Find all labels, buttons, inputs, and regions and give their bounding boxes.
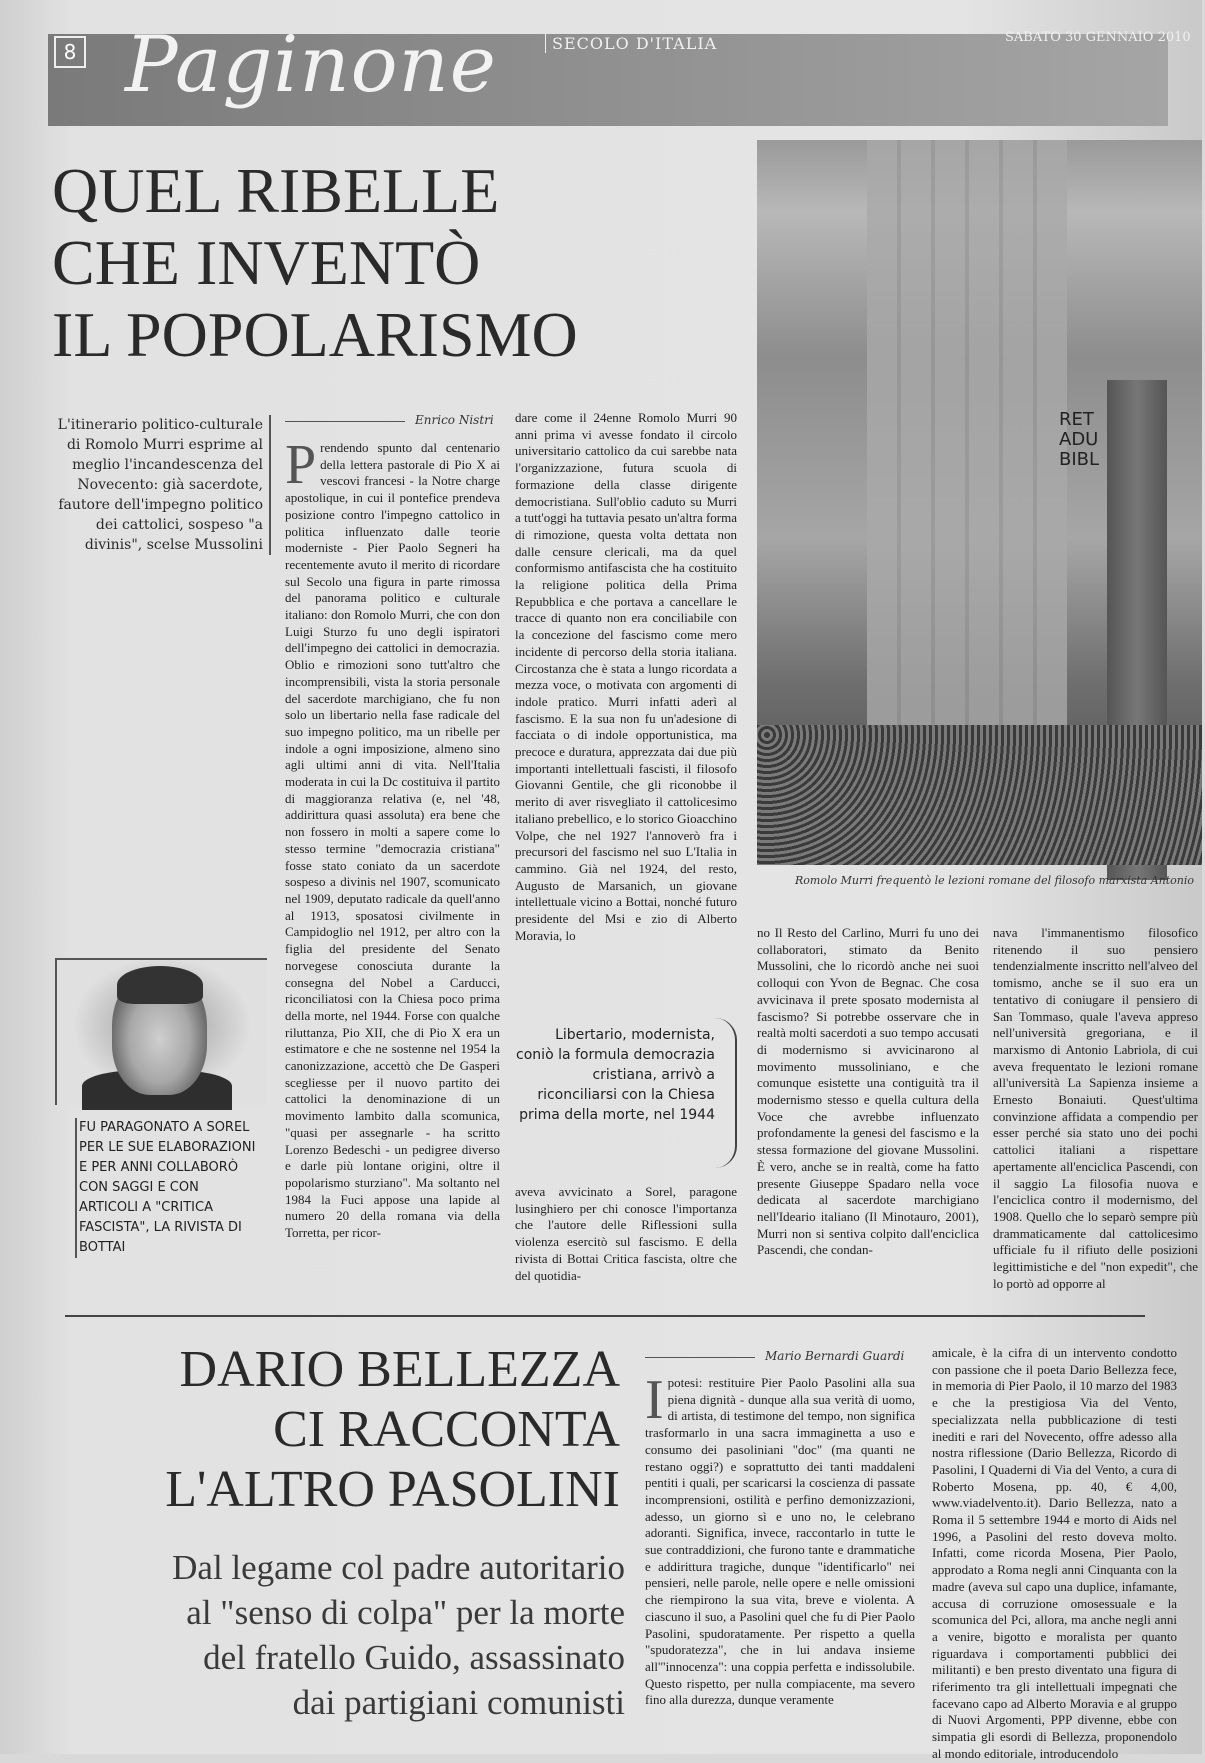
subtitle-line: Dal legame col padre autoritario: [172, 1548, 625, 1587]
article1-column-1: [285, 434, 500, 1265]
headline-line: L'ALTRO PASOLINI: [165, 1461, 620, 1518]
article2-byline: Mario Bernardi Guardi: [765, 1349, 905, 1363]
column-text: potesi: restituire Pier Paolo Pasolini alla sua piena dignità - dunque alla sua verità di uomo, di artista, di testimone del tempo, non significa trasformarlo in una sacra immaginetta a uso e consumo dei pasoliniani "doc" (ma quanti ne restano oggi?) e soprattutto dei tanti maddaleni pentiti i quali, per scaricarsi la coscienza di passate incomprensioni, ostilità e perfino demonizzazioni, adesso, un giorno sì e uno no, le celebrano adoranti. Significa, invece, raccontarlo in tutte le sue contraddizioni, che furono tante e drammatiche e addirittura tragiche, dunque "identificarlo" nei pensieri, nelle parole, nelle opere e nelle omissioni che riempirono la sua vita, breve e violenta. A ciascuno il suo, a Pasolini quel che fu di Pier Paolo Pasolini, spudoratamente. Per rispetto a quella "spudoratezza", che in lui andava insieme all'"innocenza": una coppia perfetta e indissolubile. Questo rispetto, per nulla compiacente, ma severo fino alla durezza, dunque veramente: [645, 1375, 915, 1708]
article1-headline: [52, 155, 752, 371]
column-text: rendendo spunto dal centenario della lettera pastorale di Pio X ai vescovi francesi - la Notre charge apostolique, in cui il pontefice prendeva posizione contro l'impegno cattolico in politica influenzato dalle teorie moderniste - Pier Paolo Segneri ha recentemente avuto il merito di ricordare sul Secolo una figura in parte rimossa del panorama politico e culturale italiano: don Romolo Murri, che con don Luigi Sturzo fu uno degli ispiratori dell'impegno dei cattolici in democrazia. Oblio e rimozioni sono tutt'altro che incomprensibili, vista la storia personale del sacerdote marchigiano, che fu non solo un libertario nella fase radicale del suo impegno politico, ma un ribelle per indole a ogni imposizione, almeno sino agli ultimi anni di vita. Nell'Italia moderata in cui la Dc costituiva il partito di maggioranza relativa (e, nel '48, addirittura quasi assoluta) era bene che non fossero in molti a sapere come lo stesso termine "democrazia cristiana" fosse stato coniato da un sacerdote sospeso a divinis nel 1907, scomunicato nel 1909, deputato radicale da quell'anno al 1913, sposatosi civilmente in Campidoglio nel 1912, per altro con la figlia del presidente del Senato norvegese conosciuta durante la consegna del Nobel a Carducci, riconciliatosi con la Chiesa poco prima della morte, nel 1944. Forse con qualche riluttanza, Pio XII, che di Pio X era un estimatore e che ne sostenne nel 1954 la canonizzazione, accettò che De Gasperi scegliesse per il nuovo partito dei cattolici la denominazione di un movimento lambito dalla scomunica, "quasi per assegnarle - ha scritto Lorenzo Bedeschi - un pedigree diverso e darle più lontane origini, oltre il popolarismo sturziano". Ma soltanto nel 1984 la Fuci appose una lapide al numero 20 della romana via della Torretta, per ricor-: [285, 440, 500, 1241]
column-text: amicale, è la cifra di un intervento condotto con passione che il poeta Dario Bellezza fece, in memoria di Pier Paolo, il 10 marzo del 1983 e che la prestigiosa Via del Vento, specializzata nella pubblicazione di testi inediti e rari del Novecento, offre adesso alla nostra riflessione (Dario Bellezza, Ricordo di Pasolini, I Quaderni di Via del Vento, a cura di Roberto Mosena, pp. 40, € 4,00, www.viadelvento.it). Dario Bellezza, nato a Roma il 5 settembre 1944 e morto di Aids nel 1996, a Pasolini del resto doveva molto. Infatti, come ricorda Mosena, Pier Paolo, approdato a Roma negli anni Cinquanta con la madre (aveva sul capo una duplice, infamante, accusa di corruzione omosessuale e la scomunica del Pci, allora, ma anche negli anni a venire, bigotto e moralista per quanto riguardava i comportamenti pubblici dei militanti) e ben presto diventato una figura di riferimento tra gli intellettuali impegnati che facevano capo ad Alberto Moravia e al gruppo di Nuovi Argomenti, PPP divenne, ebbe con simpatia gli esordi di Bellezza, proponendolo al mondo editoriale, introducendolo: [932, 1345, 1177, 1761]
newspaper-name: SECOLO D'ITALIA: [545, 34, 717, 53]
article2-column-2: [932, 1345, 1177, 1761]
article1-intro: L'itinerario politico-culturale di Romolo Murri esprime al meglio l'incandescenza del Novecento: già sacerdote, fautore dell'impegno politico dei cattolici, sospeso "a divinis", scelse Mussolini: [48, 415, 271, 555]
article2-headline: [60, 1340, 620, 1520]
column-text: no Il Resto del Carlino, Murri fu uno dei collaboratori, stimato da Benito Mussolini, che lo ricordò anche nei suoi colloqui con Yvon de Begnac. Che cosa avvicinava il prete sposato modernista al fascismo? Si potrebbe osservare che in realtà molti sacerdoti a suo tempo accusati di modernismo si avvicinarono al movimento mussoliniano, e che comunque esistette una contiguità tra il modernismo stesso e quella cultura della Voce che avrebbe influenzato profondamente la genesi del fascismo e la stessa formazione del giovane Mussolini. È vero, anche se in realtà, come ha fatto presente Giuseppe Spadaro nella voce dedicata al sacerdote marchigiano nell'Ideario italiano (Il Minotauro, 2001), Murri non si sentiva colpito dall'enciclica Pascendi, che condan-: [757, 925, 979, 1258]
portrait-caption: FU PARAGONATO A SOREL PER LE SUE ELABORAZIONI E PER ANNI COLLABORÒ CON SAGGI E CON ARTICOLI A "CRITICA FASCISTA", LA RIVISTA DI BOTTAI: [75, 1118, 259, 1258]
headline-line: CI RACCONTA: [273, 1401, 620, 1458]
article1-byline: Enrico Nistri: [415, 413, 494, 427]
column-text: nava l'immanentismo filosofico ritenendo il suo pensiero tendenzialmente inscritto nell'alveo del tomismo, anche se il suo era un tentativo di coniugare il pensiero di San Tommaso, quale l'aveva appreso nell'università gregoriana, e il marxismo di Antonio Labriola, di cui aveva frequentato le lezioni romane all'università La Sapienza insieme a Ernesto Bonaiuti. Quest'ultima convinzione affidata a compendio per esser perché sia stato uno dei pochi cattolici italiani a rispettare apertamente all'enciclica Pascendi, con il saggio La filosofia nuova e l'enciclica contro il modernismo, del 1908. Quello che lo separò sempre più drammaticamente dal cattolicesimo ufficiale fu il rifiuto delle posizioni legittimistiche e del "non expedit", che lo portò ad opporre al: [993, 925, 1198, 1291]
section-title: Paginone: [125, 20, 497, 110]
photo-caption: Romolo Murri frequentò le lezioni romane del filosofo marxista Antonio: [795, 874, 1195, 887]
column-text: dare come il 24enne Romolo Murri 90 anni prima vi avesse fondato il circolo universitario cattolico da cui sarebbe nata l'organizzazione, futura scuola di formazione della classe dirigente democristiana. Sull'oblio caduto su Murri a tutt'oggi ha tuttavia pesato un'altra forma di rimozione, questa volta dettata non dalle censure clericali, ma da quel conformismo antifascista che ha costituito la religione politica della Prima Repubblica e che portava a cancellare le tracce di quanto non era conciliabile con la concezione del fascismo come mero incidente di percorso della storia italiana. Circostanza che è stata a lungo ricordata a mezza voce, o motivata con argomenti di indole pratico. Murri infatti aderì al fascismo. E la sua non fu un'adesione di facciata o di indole opportunistica, ma precoce e duratura, apprezzata dai due più importanti intellettuali fascisti, il filosofo Giovanni Gentile, che gli riconobbe il merito di aver risvegliato il cattolicesimo italiano prebellico, e lo storico Gioacchino Volpe, che nel 1927 l'annoverò fra i precursori del fascismo nel suo L'Italia in cammino. Già nel 1924, del resto, Augusto de Marsanich, un giovane intellettuale vicino a Bottai, nonché futuro presidente del Msi e zio di Alberto Moravia, lo: [515, 410, 738, 943]
photo-sign: RET ADU BIBL: [1059, 409, 1100, 470]
article1-column-2b: [515, 1184, 737, 1283]
article1-column-4: [993, 925, 1198, 1291]
article1-column-3: [757, 925, 979, 1270]
subtitle-line: dai partigiani comunisti: [292, 1683, 625, 1722]
subtitle-line: al "senso di colpa" per la morte: [186, 1593, 625, 1632]
page-number: 8: [54, 36, 86, 68]
article2-subtitle: [60, 1545, 625, 1725]
article2-column-1: [645, 1369, 915, 1750]
drop-cap: P: [285, 434, 317, 496]
byline-rule: [285, 421, 405, 422]
issue-date: SABATO 30 GENNAIO 2010: [1005, 30, 1191, 45]
headline-line: IL POPOLARISMO: [52, 299, 578, 370]
byline-rule: [645, 1357, 755, 1358]
portrait-photo: [55, 958, 267, 1105]
article-divider: [65, 1315, 1145, 1317]
drop-cap: I: [645, 1369, 664, 1431]
headline-line: DARIO BELLEZZA: [179, 1341, 620, 1398]
headline-line: QUEL RIBELLE: [52, 155, 500, 226]
pull-quote-bracket: [715, 1018, 737, 1168]
article1-photo: [757, 140, 1202, 865]
crowd: [757, 725, 1202, 865]
pull-quote: Libertario, modernista, coniò la formula democrazia cristiana, arrivò a riconciliarsi con la Chiesa prima della morte, nel 1944: [516, 1027, 715, 1123]
headline-line: CHE INVENTÒ: [52, 227, 481, 298]
subtitle-line: del fratello Guido, assassinato: [203, 1638, 625, 1677]
building-facade: [867, 140, 1067, 740]
portrait-hair: [117, 966, 203, 1004]
column-text: aveva avvicinato a Sorel, paragone lusinghiero per chi conosce l'importanza che l'autore delle Riflessioni sulla violenza esercitò sul fascismo. E della rivista di Bottai Critica fascista, oltre che del quotidia-: [515, 1184, 737, 1283]
article1-column-2: [515, 410, 737, 1008]
